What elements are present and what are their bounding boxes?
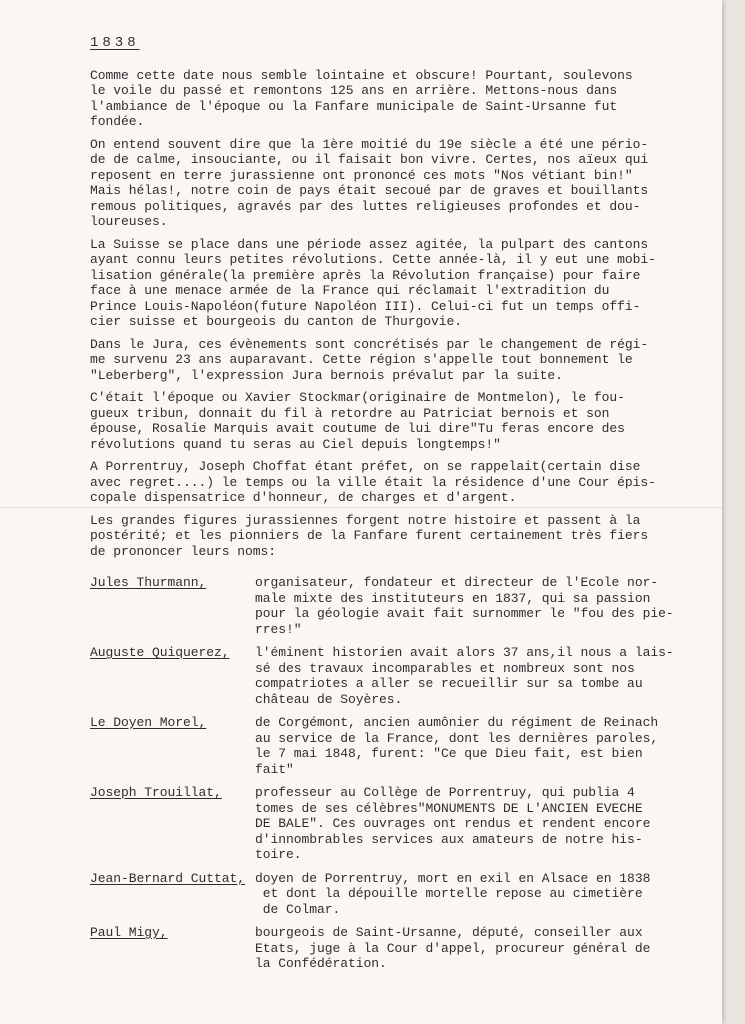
person-entry xyxy=(90,871,710,918)
person-description: l'éminent historien avait alors 37 ans,il nous a lais- sé des travaux incomparables et nombreux sont nos compatriotes a aller se recueillir sur sa tombe au château de Soyères. xyxy=(255,645,674,707)
person-name: Jean-Bernard Cuttat, xyxy=(90,870,246,886)
person-entry xyxy=(90,925,710,972)
person-entry xyxy=(90,645,710,707)
person-name: Jules Thurmann, xyxy=(90,575,207,590)
paragraph-stockmar: C'était l'époque ou Xavier Stockmar(originaire de Montmelon), le fou- gueux tribun, donnait du fil à retordre au Patriciat bernois et son épouse, Rosalie Marquis avait coutume de lui dire"Tu feras encore des révolutions quand tu seras au Ciel depuis longtemps!" xyxy=(90,390,625,452)
paragraph-jura: Dans le Jura, ces évènements sont concrétisés par le changement de régi- me survenu 23 ans auparavant. Cette région s'appelle tout bonnement le "Leberberg", l'expression Jura bernois prévalut par la suite. xyxy=(90,336,649,383)
person-name: Joseph Trouillat, xyxy=(90,785,222,800)
person-entry xyxy=(90,575,710,637)
person-description: organisateur, fondateur et directeur de l'Ecole nor- male mixte des instituteurs en 1837, qui sa passion pour la géologie avait fait surnommer le "fou des pie- rres!" xyxy=(255,575,674,637)
person-name: Le Doyen Morel, xyxy=(90,715,207,730)
document-body xyxy=(90,36,710,980)
paragraph-intro: Comme cette date nous semble lointaine et obscure! Pourtant, soulevons le voile du passé et remontons 125 ans en arrière. Mettons-nous dans l'ambiance de l'époque ou la Fanfare municipale de Saint-Ursanne fut fondée. xyxy=(90,67,633,129)
people-list xyxy=(90,575,710,972)
person-description: bourgeois de Saint-Ursanne, député, conseiller aux Etats, juge à la Cour d'appel, procureur général de la Confédération. xyxy=(255,925,651,971)
person-name: Paul Migy, xyxy=(90,925,168,940)
person-entry xyxy=(90,785,710,863)
person-description: doyen de Porrentruy, mort en exil en Alsace en 1838 et dont la dépouille mortelle repose au cimetière de Colmar. xyxy=(255,870,651,917)
paragraph-porrentruy: A Porrentruy, Joseph Choffat étant préfet, on se rappelait(certain dise avec regret....) le temps ou la ville était la résidence d'une Cour épis- copale dispensatrice d'honneur, de charges et d'argent. xyxy=(90,459,656,505)
document-year-heading: 1838 xyxy=(90,35,140,51)
person-description: de Corgémont, ancien aumônier du régiment de Reinach au service de la France, dont les dernières paroles, le 7 mai 1848, furent: "Ce que Dieu fait, est bien fait" xyxy=(255,715,659,777)
person-entry xyxy=(90,715,710,777)
person-description: professeur au Collège de Porrentruy, qui publia 4 tomes de ses célèbres"MONUMENTS DE L'ANCIEN EVECHE DE BALE". Ces ouvrages ont rendus et rendent encore d'innombrables services aux amateurs de notre his- toire. xyxy=(255,785,651,862)
person-name: Auguste Quiquerez, xyxy=(90,645,230,660)
paragraph-great-figures: Les grandes figures jurassiennes forgent notre histoire et passent à la postérité; et les pionniers de la Fanfare furent certainement très fiers de prononcer leurs noms: xyxy=(90,512,649,559)
paragraph-19th-century: On entend souvent dire que la 1ère moitié du 19e siècle a été une pério- de de calme, insouciante, ou il faisait bon vivre. Certes, nos aïeux qui reposent en terre jurassienne ont prononcé ces mots "Nos vétiant bin!" Mais hélas!, notre coin de pays était secoué par de graves et bouillants remous politiques, agravés par des luttes religieuses profondes et dou- loureuses. xyxy=(90,136,649,229)
paragraph-switzerland: La Suisse se place dans une période assez agitée, la pulpart des cantons ayant connu leurs petites révolutions. Cette année-là, il y eut une mobi- lisation générale(la première après la Révolution française) pour faire face à une menace armée de la France qui réclamait l'extradition du Prince Louis-Napoléon(future Napoléon III). Celui-ci fut un temps offi- cier suisse et bourgeois du canton de Thurgovie. xyxy=(90,236,656,329)
